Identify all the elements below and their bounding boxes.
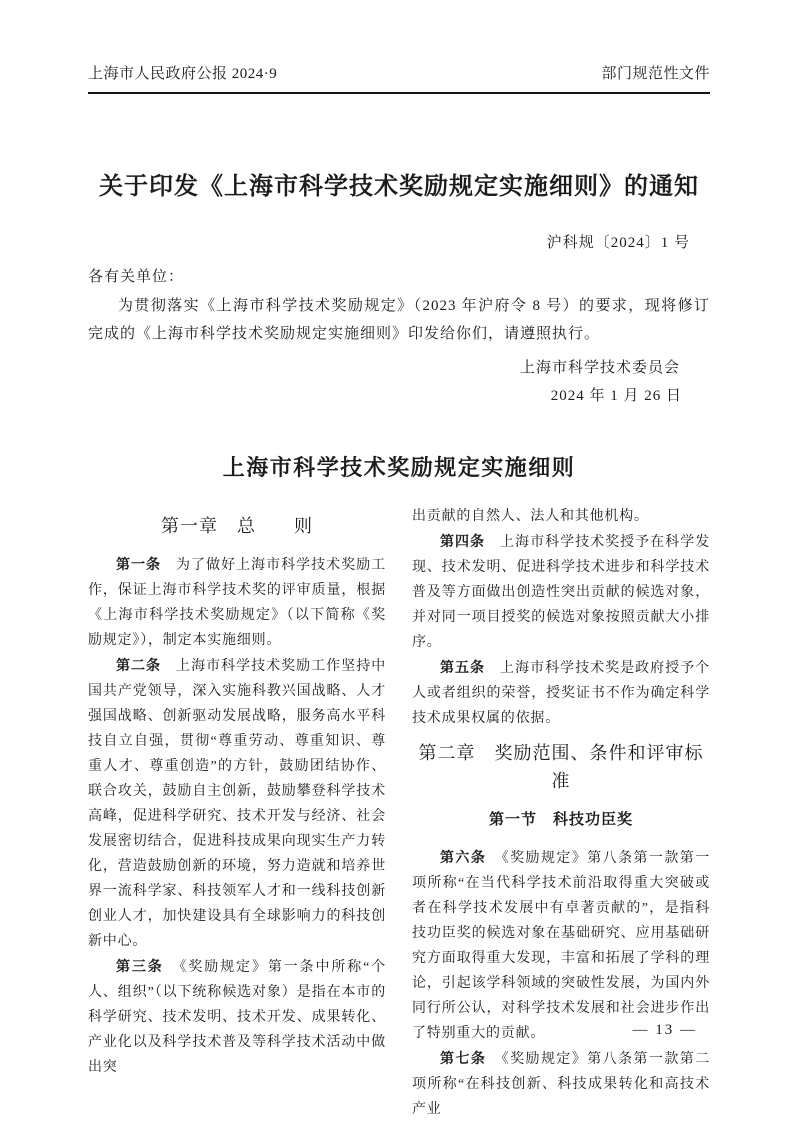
article-paragraph: 第六条 《奖励规定》第八条第一款第一项所称“在当代科学技术前沿取得重大突破或者在科学技术发展中有卓著贡献的”，是指科技功臣奖的候选对象在基础研究、应用基础研究方面取得重大发现，丰富和拓展了学科的理论，引起该学科领域的突破性发展，为国内外同行所公认，对科学技术发展和社会进步作出了特别重大的贡献。 [412, 849, 711, 1041]
article-paragraph: 第二条 上海市科学技术奖励工作坚持中国共产党领导，深入实施科教兴国战略、人才强国战略、创新驱动发展战略，服务高水平科技自立自强，贯彻“尊重劳动、尊重知识、尊重人才、尊重创造”的方针，鼓励团结协作、联合攻关，鼓励自主创新，鼓励攀登科学技术高峰，促进科学研究、技术开发与经济、社会发展密切结合，促进科技成果向现实生产力转化，营造鼓励创新的环境，努力造就和培养世界一流科学家、科技领军人才和一线科技创新创业人才，加快建设具有全球影响力的科技创新中心。 [88, 657, 387, 949]
article-number: 第二条 [116, 657, 162, 673]
article-paragraph: 第四条 上海市科学技术奖授予在科学发现、技术发明、促进科学技术进步和科学技术普及等方面做出创造性突出贡献的候选对象，并对同一项目授奖的候选对象按照贡献大小排序。 [412, 533, 711, 650]
article-paragraph: 第三条 《奖励规定》第一条中所称“个人、组织”（以下统称候选对象）是指在本市的科学研究、技术发明、技术开发、成果转化、产业化以及科学技术普及等科学技术活动中做出突 [88, 958, 387, 1075]
continuation-paragraph: 出贡献的自然人、法人和其他机构。 [412, 509, 649, 524]
issue-date: 2024 年 1 月 26 日 [550, 388, 682, 404]
header-rule [88, 92, 710, 94]
document-number: 沪科规〔2024〕1 号 [546, 235, 690, 251]
article-number: 第一条 [116, 556, 162, 572]
regulation-title: 上海市科学技术奖励规定实施细则 [222, 455, 576, 480]
gazette-title: 上海市人民政府公报 2024·9 [88, 66, 278, 82]
page-number: — 13 — [632, 1022, 697, 1038]
two-column-text [88, 504, 710, 1122]
article-number: 第七条 [440, 1050, 487, 1066]
chapter-heading: 第一章 总 则 [161, 516, 313, 536]
document-category: 部门规范性文件 [601, 66, 710, 82]
salutation: 各有关单位： [88, 269, 185, 285]
section-heading: 第一节 科技功臣奖 [488, 811, 633, 828]
article-paragraph: 第七条 《奖励规定》第八条第一款第二项所称“在科技创新、科技成果转化和高技术产业 [412, 1050, 711, 1117]
article-paragraph: 第一条 为了做好上海市科学技术奖励工作，保证上海市科学技术奖的评审质量，根据《上海市科学技术奖励规定》（以下简称《奖励规定》），制定本实施细则。 [88, 556, 387, 648]
article-paragraph: 第五条 上海市科学技术奖是政府授予个人或者组织的荣誉，授奖证书不作为确定科学技术成果权属的依据。 [412, 659, 711, 726]
column-left [88, 504, 386, 1122]
article-number: 第三条 [116, 958, 164, 974]
article-number: 第五条 [440, 659, 486, 675]
article-number: 第六条 [440, 849, 487, 865]
issuing-authority: 上海市科学技术委员会 [519, 360, 680, 376]
notice-body-paragraph: 为贯彻落实《上海市科学技术奖励规定》（2023 年沪府令 8 号）的要求，现将修订完成的《上海市科学技术奖励规定实施细则》印发给你们，请遵照执行。 [88, 298, 710, 342]
chapter-heading: 第二章 奖励范围、条件和评审标准 [418, 743, 704, 791]
page-header [88, 0, 710, 83]
article-number: 第四条 [440, 533, 486, 549]
notice-title: 关于印发《上海市科学技术奖励规定实施细则》的通知 [99, 173, 699, 200]
